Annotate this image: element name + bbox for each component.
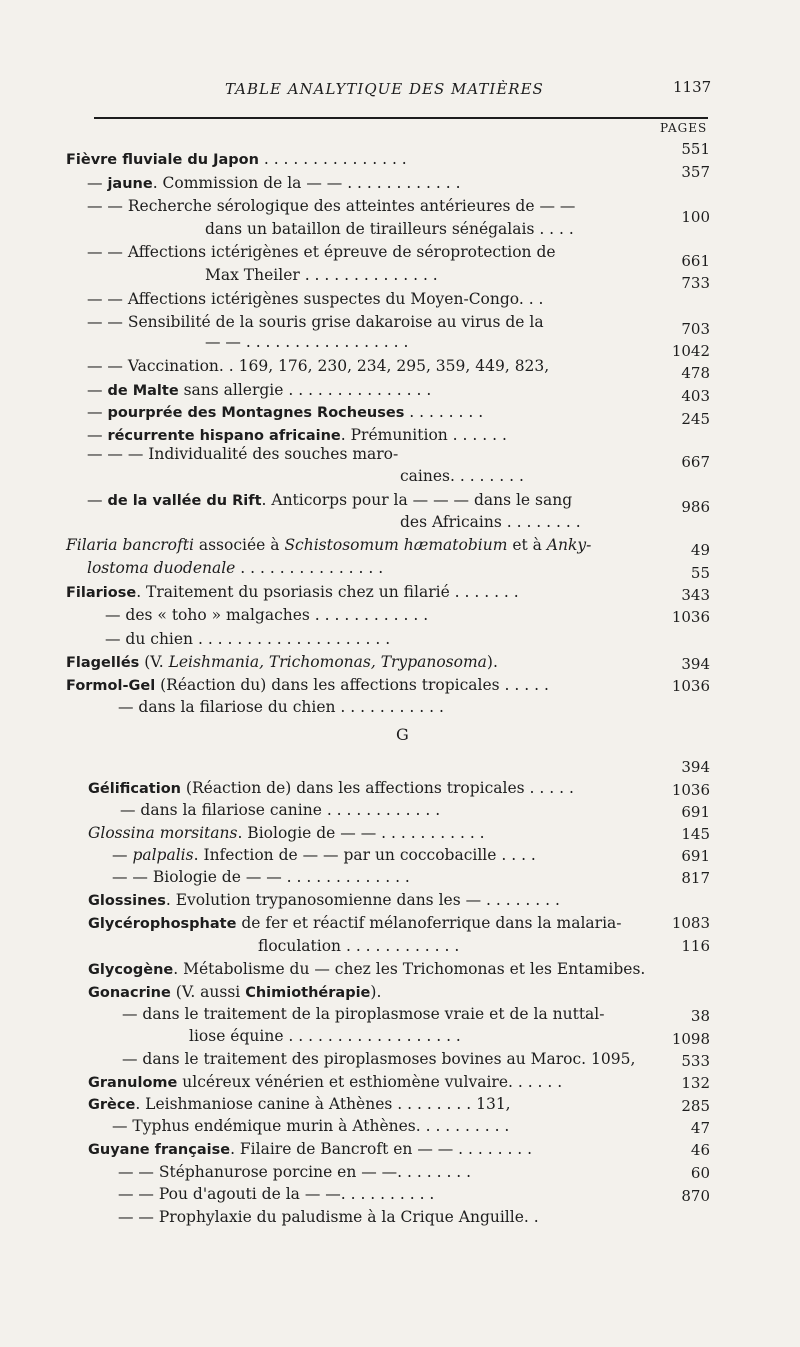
entry-text: — — . . . . . . . . . . . . . . . . . [205,333,409,351]
index-entry-line [87,243,556,261]
entry-text: lostoma duodenale [87,559,236,577]
entry-text: — — Stéphanurose porcine en — —. . . . . . . . [118,1163,472,1181]
entry-text: (V. [139,653,169,671]
entry-text: — des « toho » malgaches . . . . . . . . . . . . [105,606,429,624]
entry-text: Filariose [66,585,137,601]
entry-text: — Typhus endémique murin à Athènes. . . . . . . . . . [112,1117,510,1135]
entry-text: . . . . . . . . [404,403,484,421]
entry-text: — dans la filariose canine . . . . . . . . . . . . [120,801,441,819]
entry-page-number: 733 [681,274,710,292]
entry-text: — [87,491,108,509]
entry-text: . . . . . . . . . . . . . . . [235,559,384,577]
entry-text: floculation . . . . . . . . . . . . [258,937,460,955]
entry-text: — — Affections ictérigènes suspectes du Moyen-Congo. . . [87,290,544,308]
index-entry-line [88,1140,532,1159]
entry-text: associée à [193,536,285,554]
index-entry-line [105,630,390,648]
entry-text: de la vallée du Rift [107,493,262,509]
index-entry-line [112,846,536,864]
entry-page-number: 403 [681,387,710,405]
entry-text: — dans la filariose du chien . . . . . . . . . . . [118,698,444,716]
entry-text: Flagellés [66,655,140,671]
entry-text: — — Vaccination. . 169, 176, 230, 234, 295, 359, 449, 823, [87,357,550,375]
entry-page-number: 394 [681,655,710,673]
entry-page-number: 661 [681,252,710,270]
entry-text: Guyane française [88,1142,231,1158]
index-entry-line [88,1095,511,1114]
index-entry-line [205,266,438,284]
entry-page-number: 1036 [671,781,710,799]
index-entry-line [400,513,581,531]
entry-page-number: 49 [690,541,710,559]
entry-text: — dans le traitement des piroplasmoses bovines au Maroc. 1095, [122,1050,636,1068]
entry-text: ). [486,653,498,671]
index-entry-line [205,333,408,351]
entry-page-number: 1036 [671,608,710,626]
index-entry-line [66,536,591,554]
entry-page-number: 285 [681,1097,710,1115]
entry-page-number: 1036 [671,677,710,695]
entry-text: (V. aussi [170,983,246,1001]
entry-page-number: 394 [681,758,710,776]
page-number: 1137 [673,78,712,96]
entry-text: des Africains . . . . . . . . [400,513,581,531]
running-header-title: TABLE ANALYTIQUE DES MATIÈRES [225,80,544,98]
entry-text: Gélification [88,781,181,797]
index-entry-line [88,779,574,798]
entry-text: — [87,426,108,444]
index-entry-line [87,403,483,422]
entry-text: — [87,381,108,399]
entry-text: — — Prophylaxie du paludisme à la Crique Anguille. . [118,1208,539,1226]
index-entry-line [118,698,444,716]
entry-text: . Prémunition . . . . . . [340,426,507,444]
index-entry-line [118,1185,434,1203]
entry-text: ulcéreux vénérien et esthiomène vulvaire. . . . . . [177,1073,563,1091]
index-entry-line [189,1027,461,1045]
entry-text: Grèce [88,1097,136,1113]
index-entry-line [87,290,544,308]
entry-page-number: 1098 [671,1030,710,1048]
entry-text: — — Recherche sérologique des atteintes antérieures de — — [87,197,576,215]
entry-page-number: 1083 [671,914,710,932]
entry-text: Glycérophosphate [88,916,237,932]
index-entry-line [118,1163,471,1181]
index-entry-line [105,606,428,624]
index-entry-line [87,381,431,400]
entry-text: . Commission de la — — . . . . . . . . . . . . [152,174,461,192]
entry-text: Glycogène [88,962,174,978]
index-entry-line [87,491,572,510]
entry-text: — — Affections ictérigènes et épreuve de séroprotection de [87,243,556,261]
entry-text: . Anticorps pour la — — — dans le sang [261,491,573,509]
entry-page-number: 703 [681,320,710,338]
index-entry-line [66,150,407,169]
entry-text: palpalis [132,846,194,864]
entry-text: Chimiothérapie [245,985,371,1001]
index-entry-line [87,426,507,445]
index-entry-line [122,1050,635,1068]
index-entry-line [88,891,560,910]
entry-text: Granulome [88,1075,178,1091]
index-entry-line [87,357,549,375]
entry-text: Max Theiler . . . . . . . . . . . . . . [205,266,438,284]
entry-text: Gonacrine [88,985,171,1001]
entry-page-number: 357 [681,163,710,181]
entry-text: . . . . . . . . . . . . . . . [258,150,407,168]
entry-text: . Leishmaniose canine à Athènes . . . . . . . . 131, [135,1095,511,1113]
entry-text: Glossines [88,893,166,909]
index-entry-line [88,983,381,1002]
entry-page-number: 870 [681,1187,710,1205]
entry-page-number: 478 [681,364,710,382]
entry-text: ). [370,983,382,1001]
entry-text: pourprée des Montagnes Rocheuses [107,405,405,421]
entry-text: — — Pou d'agouti de la — —. . . . . . . . . . [118,1185,435,1203]
entry-page-number: 817 [681,869,710,887]
entry-page-number: 551 [681,140,710,158]
entry-page-number: 343 [681,586,710,604]
entry-page-number: 245 [681,410,710,428]
index-entry-line [87,174,461,193]
entry-text: . Traitement du psoriasis chez un filarié . . . . . . . [136,583,519,601]
entry-page-number: 116 [681,937,710,955]
index-entry-line [112,868,410,886]
index-entry-line [400,467,524,485]
entry-text: — [87,403,108,421]
index-entry-line [87,197,575,215]
entry-text: récurrente hispano africaine [107,428,341,444]
entry-text: . Métabolisme du — chez les Trichomonas et les Entamibes. [173,960,646,978]
index-entry-line [205,220,574,238]
entry-page-number: 145 [681,825,710,843]
entry-page-number: 38 [690,1007,710,1025]
entry-page-number: 1042 [671,342,710,360]
entry-text: de Malte [107,383,179,399]
index-entry-line [66,676,549,695]
index-entry-line [120,801,440,819]
entry-text: Leishmania, Trichomonas, Trypanosoma [168,653,487,671]
entry-page-number: 667 [681,453,710,471]
entry-text: liose équine . . . . . . . . . . . . . . . . . . [189,1027,461,1045]
entry-text: caines. . . . . . . . [400,467,524,485]
entry-text: — [87,174,108,192]
entry-page-number: 100 [681,208,710,226]
entry-page-number: 533 [681,1052,710,1070]
entry-text: Schistosomum hæmatobium [284,536,508,554]
entry-text: (Réaction de) dans les affections tropicales . . . . . [181,779,574,797]
entry-text: Formol-Gel [66,678,156,694]
entry-page-number: 691 [681,803,710,821]
index-entry-line [88,914,622,933]
entry-text: — — — Individualité des souches maro- [87,445,399,463]
index-entry-line [88,824,485,842]
entry-text: dans un bataillon de tirailleurs sénégalais . . . . [205,220,574,238]
entry-page-number: 60 [690,1164,710,1182]
index-entry-line [66,653,498,672]
entry-text: . Biologie de — — . . . . . . . . . . . [237,824,485,842]
entry-text: de fer et réactif mélanoferrique dans la malaria- [236,914,622,932]
entry-text: (Réaction du) dans les affections tropicales . . . . . [155,676,549,694]
entry-text: — [112,846,133,864]
entry-text: Anky- [546,536,592,554]
entry-text: — — Biologie de — — . . . . . . . . . . . . . [112,868,410,886]
entry-text: . Infection de — — par un coccobacille . . . . [193,846,536,864]
entry-text: sans allergie . . . . . . . . . . . . . . . [178,381,432,399]
index-entry-line [258,937,459,955]
entry-text: — dans le traitement de la piroplasmose vraie et de la nuttal- [122,1005,605,1023]
index-entry-line [66,583,519,602]
pages-column-label: PAGES [660,121,708,135]
index-entry-line [88,960,645,979]
entry-page-number: 132 [681,1074,710,1092]
index-entry-line [88,1073,562,1092]
index-entry-line [112,1117,509,1135]
entry-text: . Filaire de Bancroft en — — . . . . . . . . [230,1140,533,1158]
index-entry-line [122,1005,604,1023]
index-entry-line [87,313,544,331]
entry-text: Filaria bancrofti [66,536,194,554]
entry-page-number: 46 [690,1141,710,1159]
header-rule [94,117,708,119]
entry-text: Glossina morsitans [88,824,238,842]
entry-page-number: 55 [690,564,710,582]
entry-text: jaune [107,176,153,192]
entry-text: — — Sensibilité de la souris grise dakaroise au virus de la [87,313,544,331]
section-letter: G [396,725,409,744]
entry-page-number: 47 [690,1119,710,1137]
entry-text: et à [507,536,547,554]
entry-text: . Evolution trypanosomienne dans les — . . . . . . . . [165,891,560,909]
entry-text: Fièvre fluviale du Japon [66,152,259,168]
entry-page-number: 986 [681,498,710,516]
index-entry-line [87,559,383,577]
entry-page-number: 691 [681,847,710,865]
entry-text: — du chien . . . . . . . . . . . . . . . . . . . . [105,630,391,648]
index-entry-line [87,445,398,463]
index-entry-line [118,1208,539,1226]
